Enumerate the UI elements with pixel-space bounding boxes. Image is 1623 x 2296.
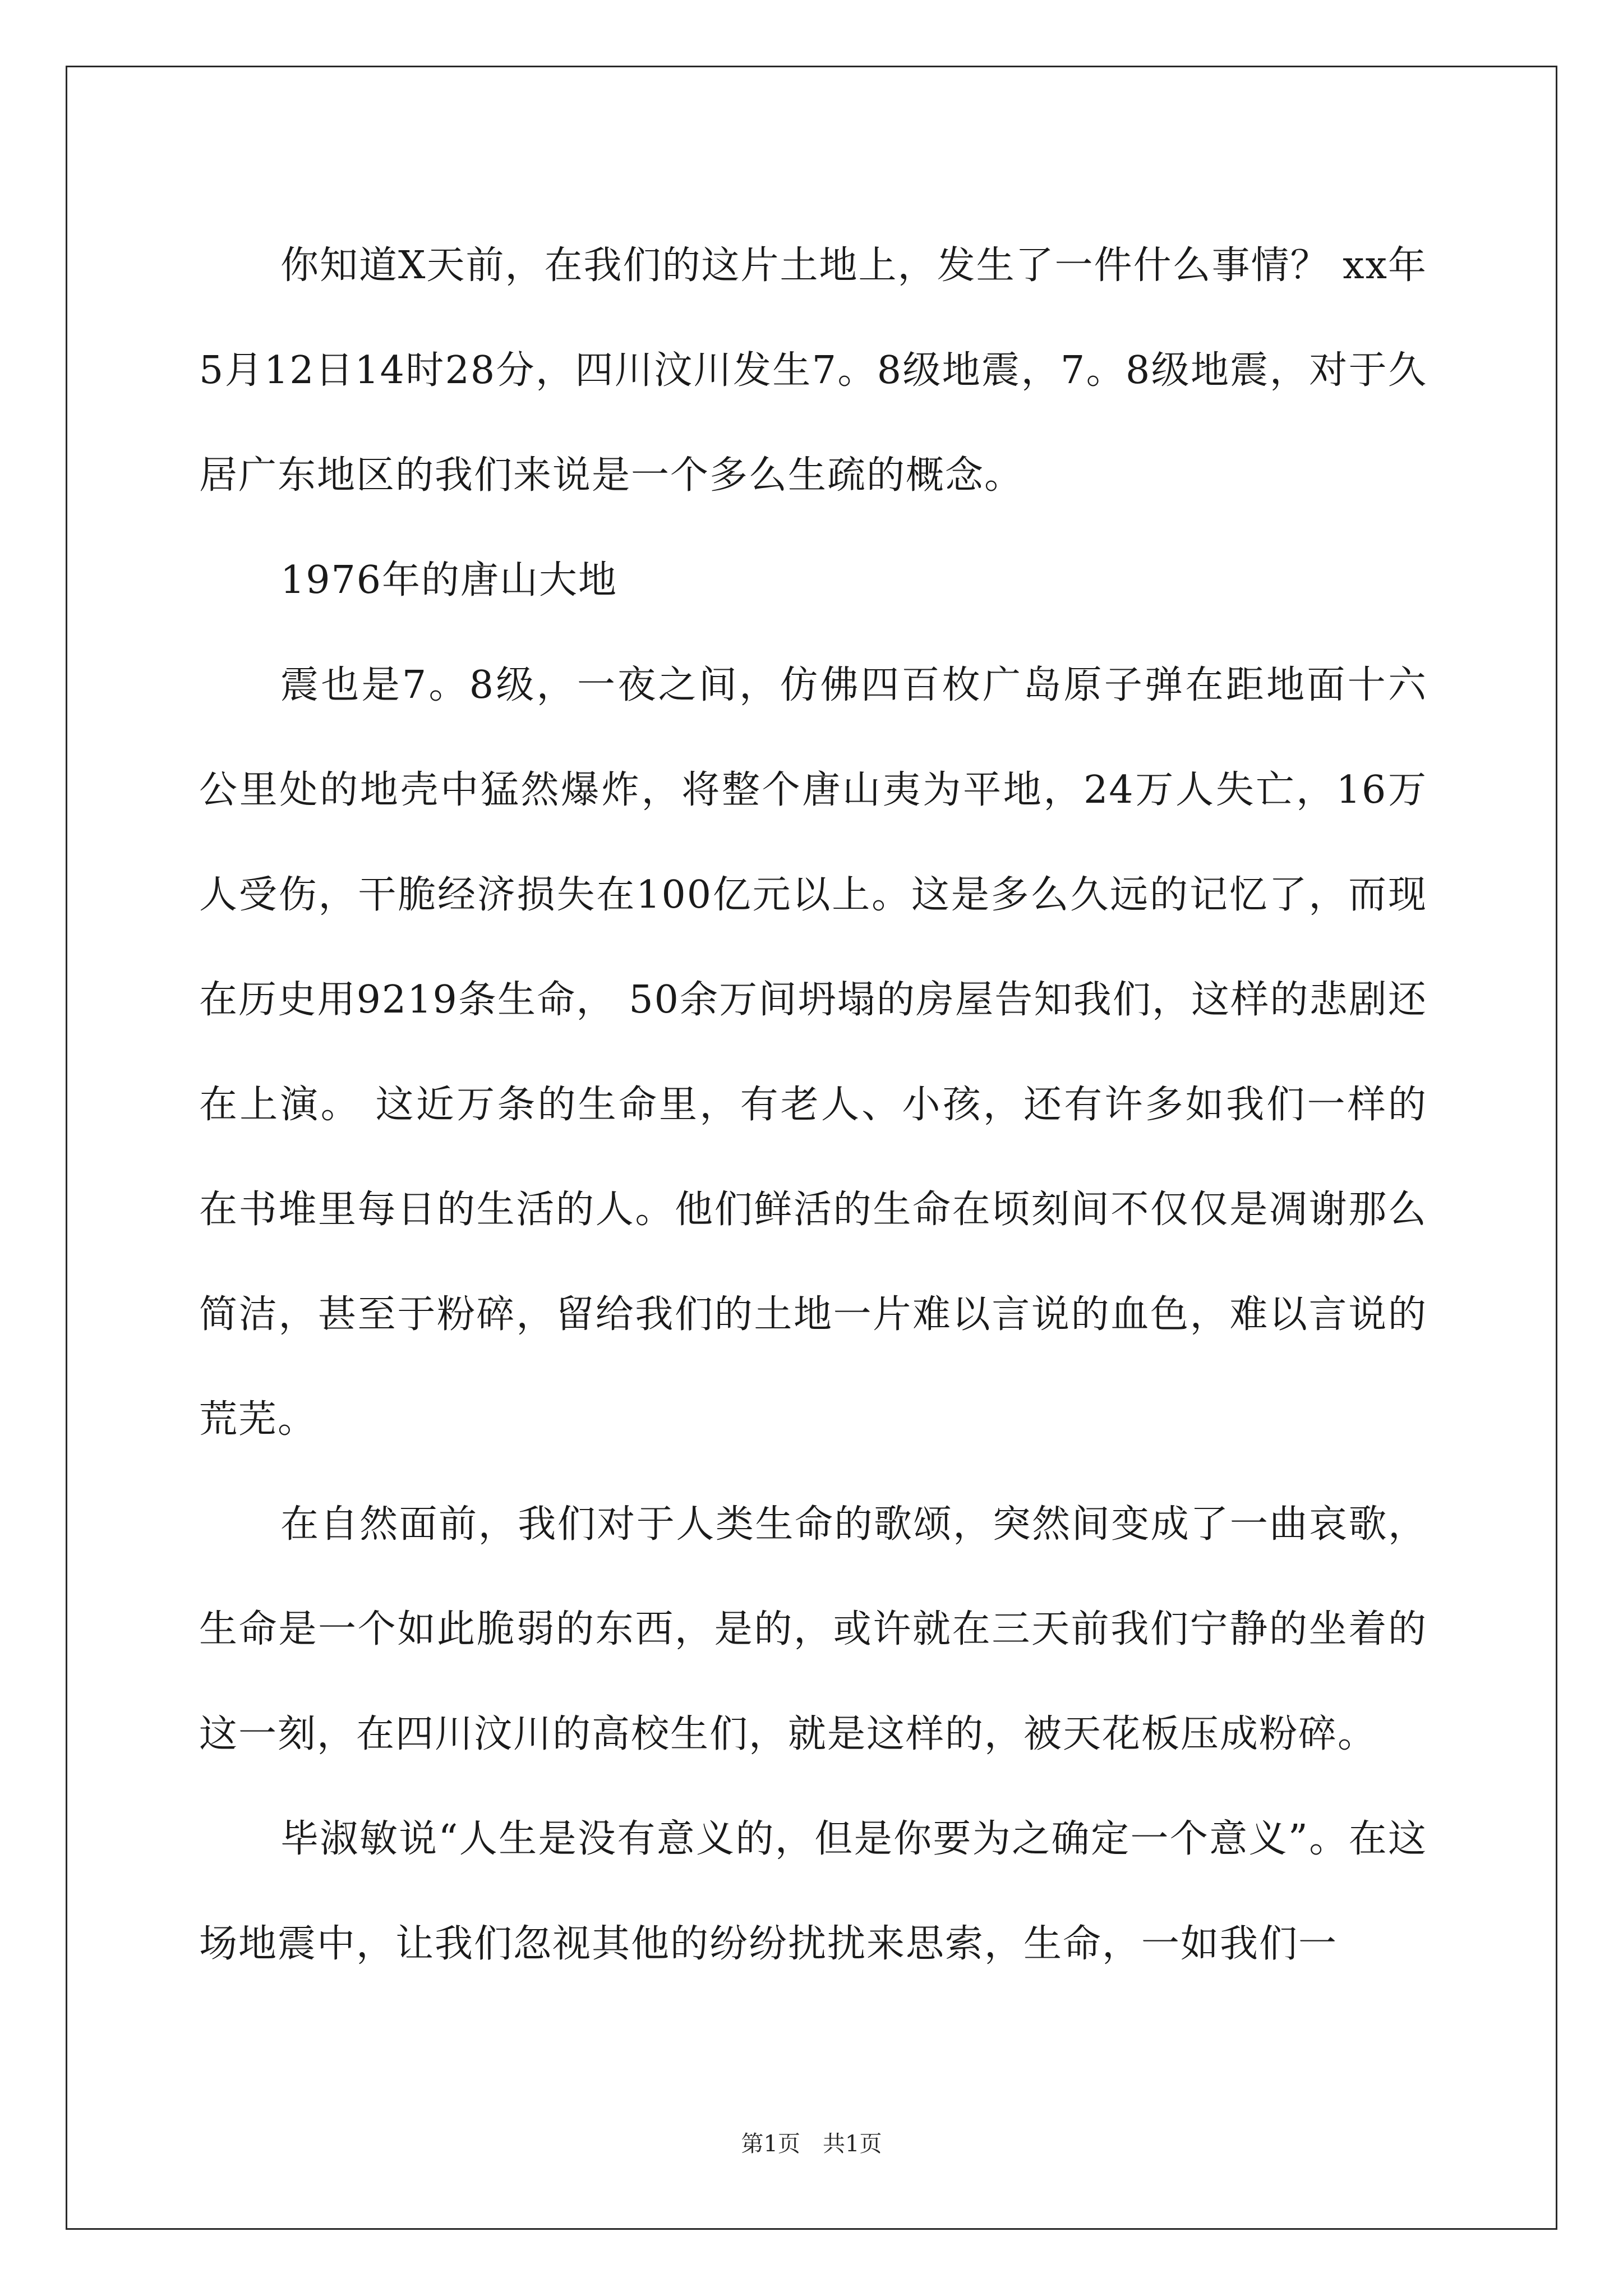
paragraph-1: 你知道X天前，在我们的这片土地上，发生了一件什么事情？ xx年5月12日14时28分，四川汶川发生7。8级地震，7。8级地震，对于久居广东地区的我们来说是一个多么生疏的概念。 [199,243,1427,498]
paragraph-4: 在自然面前，我们对于人类生命的歌颂，突然间变成了一曲哀歌，生命是一个如此脆弱的东西，是的，或许就在三天前我们宁静的坐着的这一刻，在四川汶川的高校生们，就是这样的，被天花板压成粉碎。 [199,1502,1427,1756]
page-footer [0,2126,1623,2158]
paragraph-3: 震也是7。8级，一夜之间，仿佛四百枚广岛原子弹在距地面十六公里处的地壳中猛然爆炸，将整个唐山夷为平地，24万人失亡，16万人受伤，干脆经济损失在100亿元以上。这是多么久远的记忆了，而现在历史用9219条生命， 50余万间坍塌的房屋告知我们，这样的悲剧还在上演。 这近万条的生命里，有老人、小孩，还有许多如我们一样的在书堆里每日的生活的人。他们鲜活的生命在顷刻间不仅仅是凋谢那么简洁，甚至于粉碎，留给我们的土地一片难以言说的血色，难以言说的荒芜。 [199,663,1427,1442]
document-body [199,213,1427,1996]
paragraph-2: 1976年的唐山大地 [280,558,618,602]
page-number: 第1页 [741,2131,800,2157]
page-total: 共1页 [823,2131,882,2157]
paragraph-5: 毕淑敏说“人生是没有意义的，但是你要为之确定一个意义”。在这场地震中，让我们忽视其他的纷纷扰扰来思索，生命，一如我们一 [199,1817,1427,1966]
